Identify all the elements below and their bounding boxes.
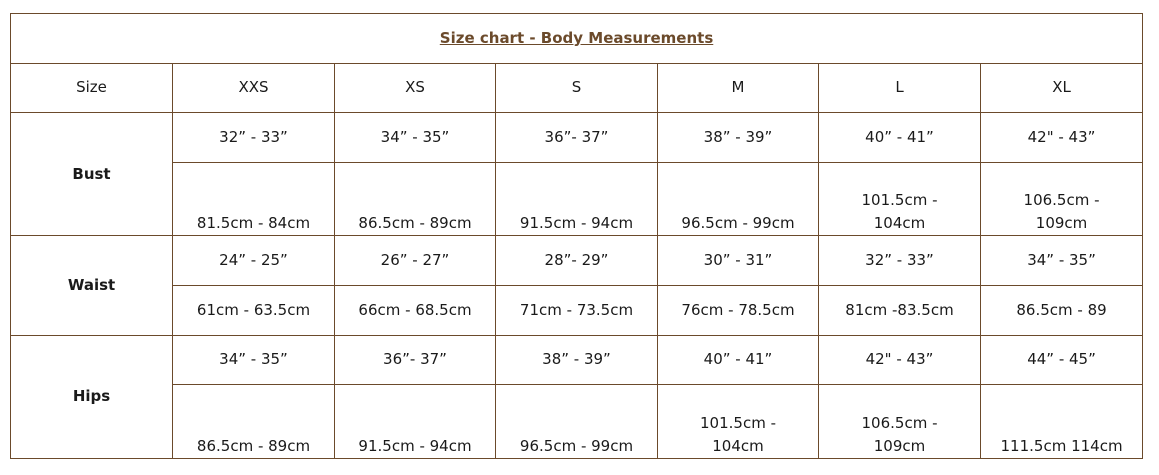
- hips-cm-row: [11, 385, 1143, 459]
- header-size-xl: XL: [981, 63, 1143, 113]
- table-cell: 36”- 37”: [496, 113, 658, 163]
- table-title-cell: [11, 14, 1143, 64]
- table-cell: 42" - 43”: [819, 335, 981, 385]
- table-title: Size chart - Body Measurements: [439, 28, 714, 47]
- row-label-waist: Waist: [11, 236, 173, 335]
- table-cell: 36”- 37”: [335, 335, 496, 385]
- bust-cm-row: [11, 162, 1143, 236]
- table-cell: 81.5cm - 84cm: [173, 162, 335, 236]
- header-size-s: S: [496, 63, 658, 113]
- table-cell: 34” - 35”: [981, 236, 1143, 286]
- table-cell: 106.5cm - 109cm: [981, 162, 1143, 236]
- header-size-label: Size: [11, 63, 173, 113]
- table-cell: 40” - 41”: [819, 113, 981, 163]
- table-cell: 32” - 33”: [173, 113, 335, 163]
- table-cell: 101.5cm - 104cm: [819, 162, 981, 236]
- table-cell: 81cm -83.5cm: [819, 286, 981, 336]
- row-label-hips: Hips: [11, 335, 173, 458]
- table-cell: 26” - 27”: [335, 236, 496, 286]
- waist-cm-row: [11, 286, 1143, 336]
- table-cell: 106.5cm - 109cm: [819, 385, 981, 459]
- row-label-bust: Bust: [11, 113, 173, 236]
- table-cell: 71cm - 73.5cm: [496, 286, 658, 336]
- waist-inches-row: [11, 236, 1143, 286]
- table-cell: 96.5cm - 99cm: [658, 162, 819, 236]
- table-cell: 40” - 41”: [658, 335, 819, 385]
- header-size-l: L: [819, 63, 981, 113]
- table-cell: 38” - 39”: [658, 113, 819, 163]
- header-size-m: M: [658, 63, 819, 113]
- table-cell: 91.5cm - 94cm: [335, 385, 496, 459]
- table-cell: 24” - 25”: [173, 236, 335, 286]
- table-cell: 101.5cm - 104cm: [658, 385, 819, 459]
- table-cell: 111.5cm 114cm: [981, 385, 1143, 459]
- table-cell: 44” - 45”: [981, 335, 1143, 385]
- hips-inches-row: [11, 335, 1143, 385]
- header-size-xs: XS: [335, 63, 496, 113]
- size-chart-table: [10, 13, 1143, 459]
- table-cell: 91.5cm - 94cm: [496, 162, 658, 236]
- table-cell: 32” - 33”: [819, 236, 981, 286]
- table-cell: 34” - 35”: [173, 335, 335, 385]
- table-cell: 28”- 29”: [496, 236, 658, 286]
- table-cell: 30” - 31”: [658, 236, 819, 286]
- table-cell: 86.5cm - 89cm: [335, 162, 496, 236]
- table-cell: 34” - 35”: [335, 113, 496, 163]
- table-cell: 61cm - 63.5cm: [173, 286, 335, 336]
- bust-inches-row: [11, 113, 1143, 163]
- table-cell: 42" - 43”: [981, 113, 1143, 163]
- table-cell: 96.5cm - 99cm: [496, 385, 658, 459]
- table-cell: 86.5cm - 89cm: [173, 385, 335, 459]
- table-cell: 38” - 39”: [496, 335, 658, 385]
- header-row: [11, 63, 1143, 113]
- table-cell: 76cm - 78.5cm: [658, 286, 819, 336]
- header-size-xxs: XXS: [173, 63, 335, 113]
- table-cell: 66cm - 68.5cm: [335, 286, 496, 336]
- table-cell: 86.5cm - 89: [981, 286, 1143, 336]
